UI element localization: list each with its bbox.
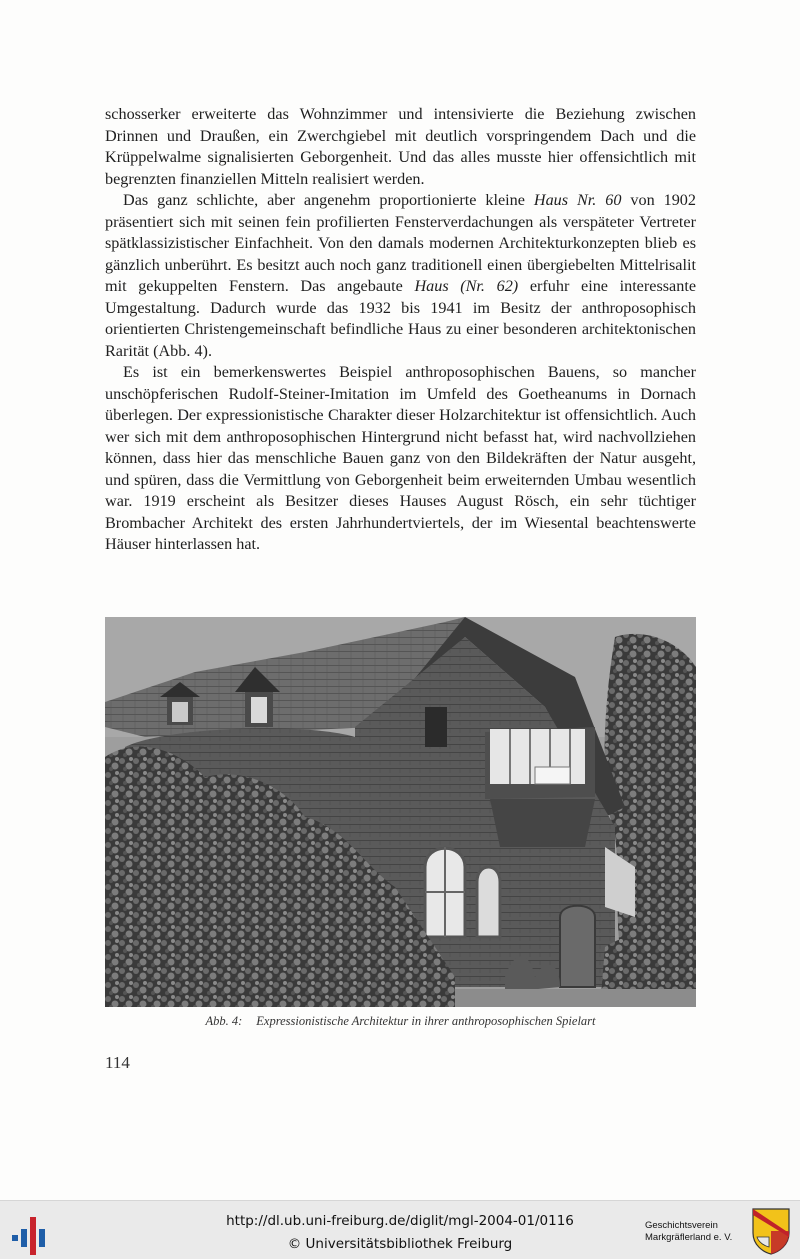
society-name-line-1: Geschichtsverein xyxy=(645,1220,718,1231)
society-name-line-2: Markgräflerland e. V. xyxy=(645,1232,733,1243)
paragraph-2-text-b: von 1902 präsentiert sich mit seinen fein profilierten Fensterverdachungen als verspäteter Vertreter spätklassizistischer Einfachheit. Von den damals modernen Architekturkonzepten blieb es gänzlich unberührt. Es besitzt auch noch ganz traditionell einen übergiebelten Mittelrisalit mit gekuppelten Fenstern. Das angebaute xyxy=(105,191,696,295)
figure-photo-house xyxy=(105,617,696,1007)
figure-caption-text: Expressionistische Architektur in ihrer anthroposophischen Spielart xyxy=(256,1014,596,1028)
source-url-link[interactable]: http://dl.ub.uni-freiburg.de/diglit/mgl-2004-01/0116 xyxy=(226,1213,574,1229)
paragraph-2 xyxy=(105,190,696,362)
house-60-ref: Haus Nr. 60 xyxy=(533,191,622,209)
figure-label: Abb. 4: xyxy=(205,1014,243,1028)
footer-bar xyxy=(0,1200,800,1259)
paragraph-2-text-a: Das ganz schlichte, aber angenehm proportionierte kleine xyxy=(123,191,534,209)
page-number: 114 xyxy=(105,1053,130,1072)
body-text xyxy=(105,104,696,556)
society-name xyxy=(645,1220,732,1244)
markgraeflerland-crest-icon[interactable] xyxy=(751,1207,791,1255)
figure-caption xyxy=(105,1014,696,1029)
paragraph-3: Es ist ein bemerkenswertes Beispiel anthroposophischen Bauens, so mancher unschöpferischen Rudolf-Steiner-Imitation im Umfeld des Goetheanums in Dornach überlegen. Der expressionistische Charakter dieser Holzarchitektur ist offensichtlich. Auch wer sich mit dem anthroposophischen Hintergrund nicht befasst hat, wird nachvollziehen können, dass hier das menschliche Bauen ganz von den Bildekräften der Natur ausgeht, und spüren, dass die Vermittlung von Geborgenheit beim erweiternden Umbau wesentlich war. 1919 erscheint als Besitzer dieses Hauses August Rösch, ein sehr tüchtiger Brombacher Architekt des ersten Jahrhundertviertels, der im Wiesental beachtenswerte Häuser hinterlassen hat. xyxy=(105,363,696,553)
copyright-notice: © Universitätsbibliothek Freiburg xyxy=(287,1236,513,1252)
paragraph-1: schosserker erweiterte das Wohnzimmer und intensivierte die Beziehung zwischen Drinnen und Draußen, ein Zwerchgiebel mit deutlich vorspringendem Dach und die Krüppelwalme signalisierten Geborgenheit. Und das alles musste hier offensichtlich mit begrenzten finanziellen Mitteln realisiert werden. xyxy=(105,105,696,188)
house-62-ref: Haus (Nr. 62) xyxy=(414,277,519,295)
paragraph-2-text-c: erfuhr eine interessante Umgestaltung. Dadurch wurde das 1932 bis 1941 im Besitz der anthroposophisch orientierten Christengemeinschaft befindliche Haus zu einer besonderen architektonischen Rarität (Abb. 4). xyxy=(105,277,697,360)
